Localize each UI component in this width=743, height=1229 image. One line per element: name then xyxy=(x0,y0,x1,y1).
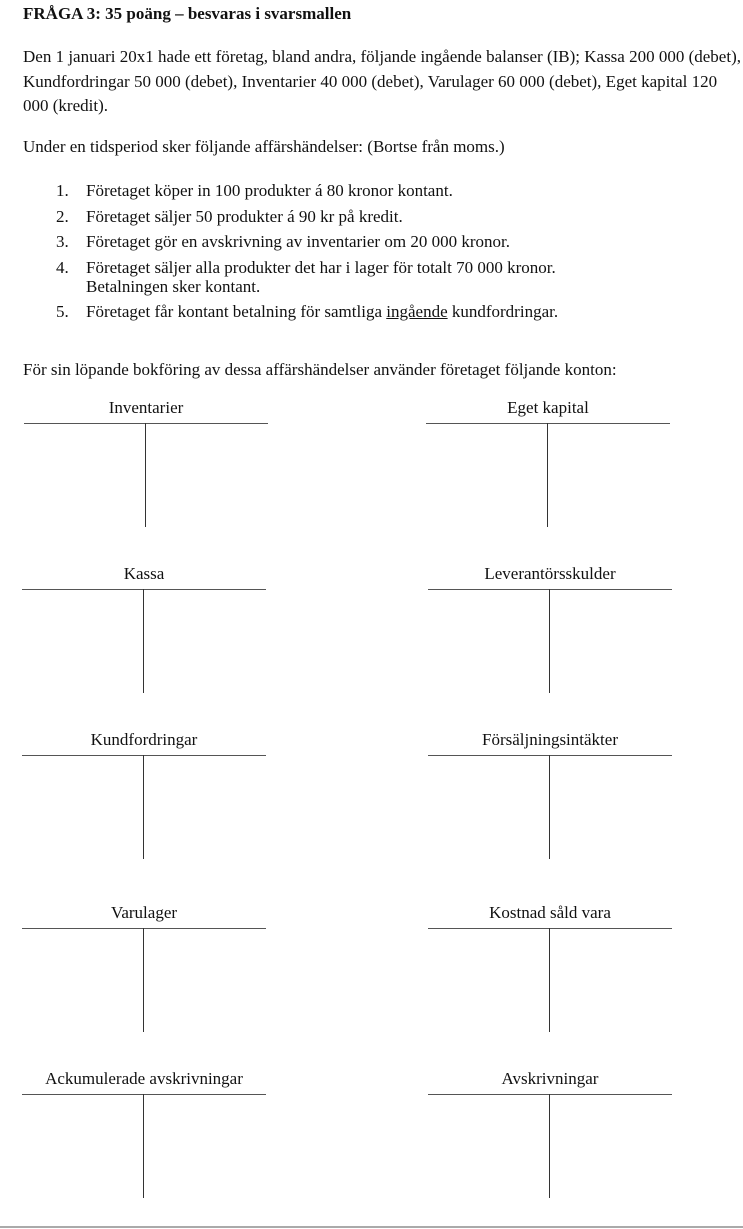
list-text: Företaget köper in 100 produkter á 80 kronor kontant. xyxy=(86,181,453,200)
t-account-leverantorsskulder xyxy=(428,564,672,588)
t-account-vertical-line xyxy=(547,423,548,527)
list-item xyxy=(56,255,558,299)
t-account-horizontal-line xyxy=(428,755,672,756)
list-number: 5. xyxy=(56,301,69,321)
t-account-label: Eget kapital xyxy=(507,398,589,417)
list-text: Företaget säljer 50 produkter á 90 kr på kredit. xyxy=(86,206,403,226)
t-account-vertical-line xyxy=(143,1094,144,1198)
t-account-horizontal-line xyxy=(22,589,266,590)
t-account-vertical-line xyxy=(549,1094,550,1198)
list-number: 3. xyxy=(56,232,69,251)
t-account-label: Varulager xyxy=(110,903,178,922)
t-account-horizontal-line xyxy=(428,1094,672,1095)
events-list xyxy=(56,178,558,324)
t-account-label: Kundfordringar xyxy=(90,730,198,749)
list-number: 2. xyxy=(56,206,69,226)
t-account-inventarier xyxy=(24,398,268,422)
t-account-ackumulerade-avskrivningar xyxy=(22,1069,266,1093)
t-account-vertical-line xyxy=(143,928,144,1032)
t-account-horizontal-line xyxy=(426,423,670,424)
t-account-horizontal-line xyxy=(24,423,268,424)
underlined-word: ingående xyxy=(386,301,448,321)
list-text-block xyxy=(86,255,556,299)
t-account-label: Leverantörsskulder xyxy=(484,564,616,583)
t-account-horizontal-line xyxy=(22,755,266,756)
t-account-horizontal-line xyxy=(22,928,266,929)
t-account-varulager xyxy=(22,903,266,927)
t-account-forsaljningsintakter xyxy=(428,730,672,754)
t-account-vertical-line xyxy=(549,755,550,859)
list-text-part: kundfordringar. xyxy=(447,301,559,321)
t-account-vertical-line xyxy=(145,423,146,527)
list-item xyxy=(56,178,558,204)
t-account-kostnad-sald-vara xyxy=(428,903,672,927)
list-text: Företaget säljer alla produkter det har i lager för totalt 70 000 kronor. xyxy=(86,257,556,277)
t-account-label: Avskrivningar xyxy=(501,1069,599,1088)
t-account-vertical-line xyxy=(143,755,144,859)
list-item xyxy=(56,299,558,325)
page-bottom-divider xyxy=(0,1226,743,1228)
t-account-avskrivningar xyxy=(428,1069,672,1093)
t-account-eget-kapital xyxy=(426,398,670,422)
t-account-horizontal-line xyxy=(22,1094,266,1095)
t-account-label: Inventarier xyxy=(108,398,184,417)
list-number: 1. xyxy=(56,181,69,200)
t-account-vertical-line xyxy=(549,589,550,693)
t-account-label: Kostnad såld vara xyxy=(489,903,611,922)
list-item xyxy=(56,229,558,255)
t-account-label: Ackumulerade avskrivningar xyxy=(45,1069,243,1088)
list-number: 4. xyxy=(56,257,69,277)
t-account-kassa xyxy=(22,564,266,588)
list-text-continued: Betalningen sker kontant. xyxy=(86,276,261,296)
events-intro: Under en tidsperiod sker följande affärshändelser: (Bortse från moms.) xyxy=(23,137,505,156)
t-account-horizontal-line xyxy=(428,589,672,590)
accounts-intro: För sin löpande bokföring av dessa affärshändelser använder företaget följande konton: xyxy=(23,360,617,379)
t-account-label: Kassa xyxy=(123,564,165,583)
t-account-horizontal-line xyxy=(428,928,672,929)
t-account-vertical-line xyxy=(549,928,550,1032)
list-text: Företaget gör en avskrivning av inventarier om 20 000 kronor. xyxy=(86,232,510,251)
list-text-part: Företaget får kontant betalning för samtliga xyxy=(86,301,387,321)
t-account-kundfordringar xyxy=(22,730,266,754)
list-item xyxy=(56,204,558,230)
opening-balances-paragraph: Den 1 januari 20x1 hade ett företag, bland andra, följande ingående balanser (IB); Kassa 200 000 (debet), Kundfordringar 50 000 (debet), Inventarier 40 000 (debet), Varulager 60 000 (debet), Eget kapital 120 000 (kredit). xyxy=(23,47,741,115)
t-account-vertical-line xyxy=(143,589,144,693)
t-account-label: Försäljningsintäkter xyxy=(482,730,618,749)
list-text xyxy=(86,299,558,325)
question-title: FRÅGA 3: 35 poäng – besvaras i svarsmallen xyxy=(23,4,352,23)
